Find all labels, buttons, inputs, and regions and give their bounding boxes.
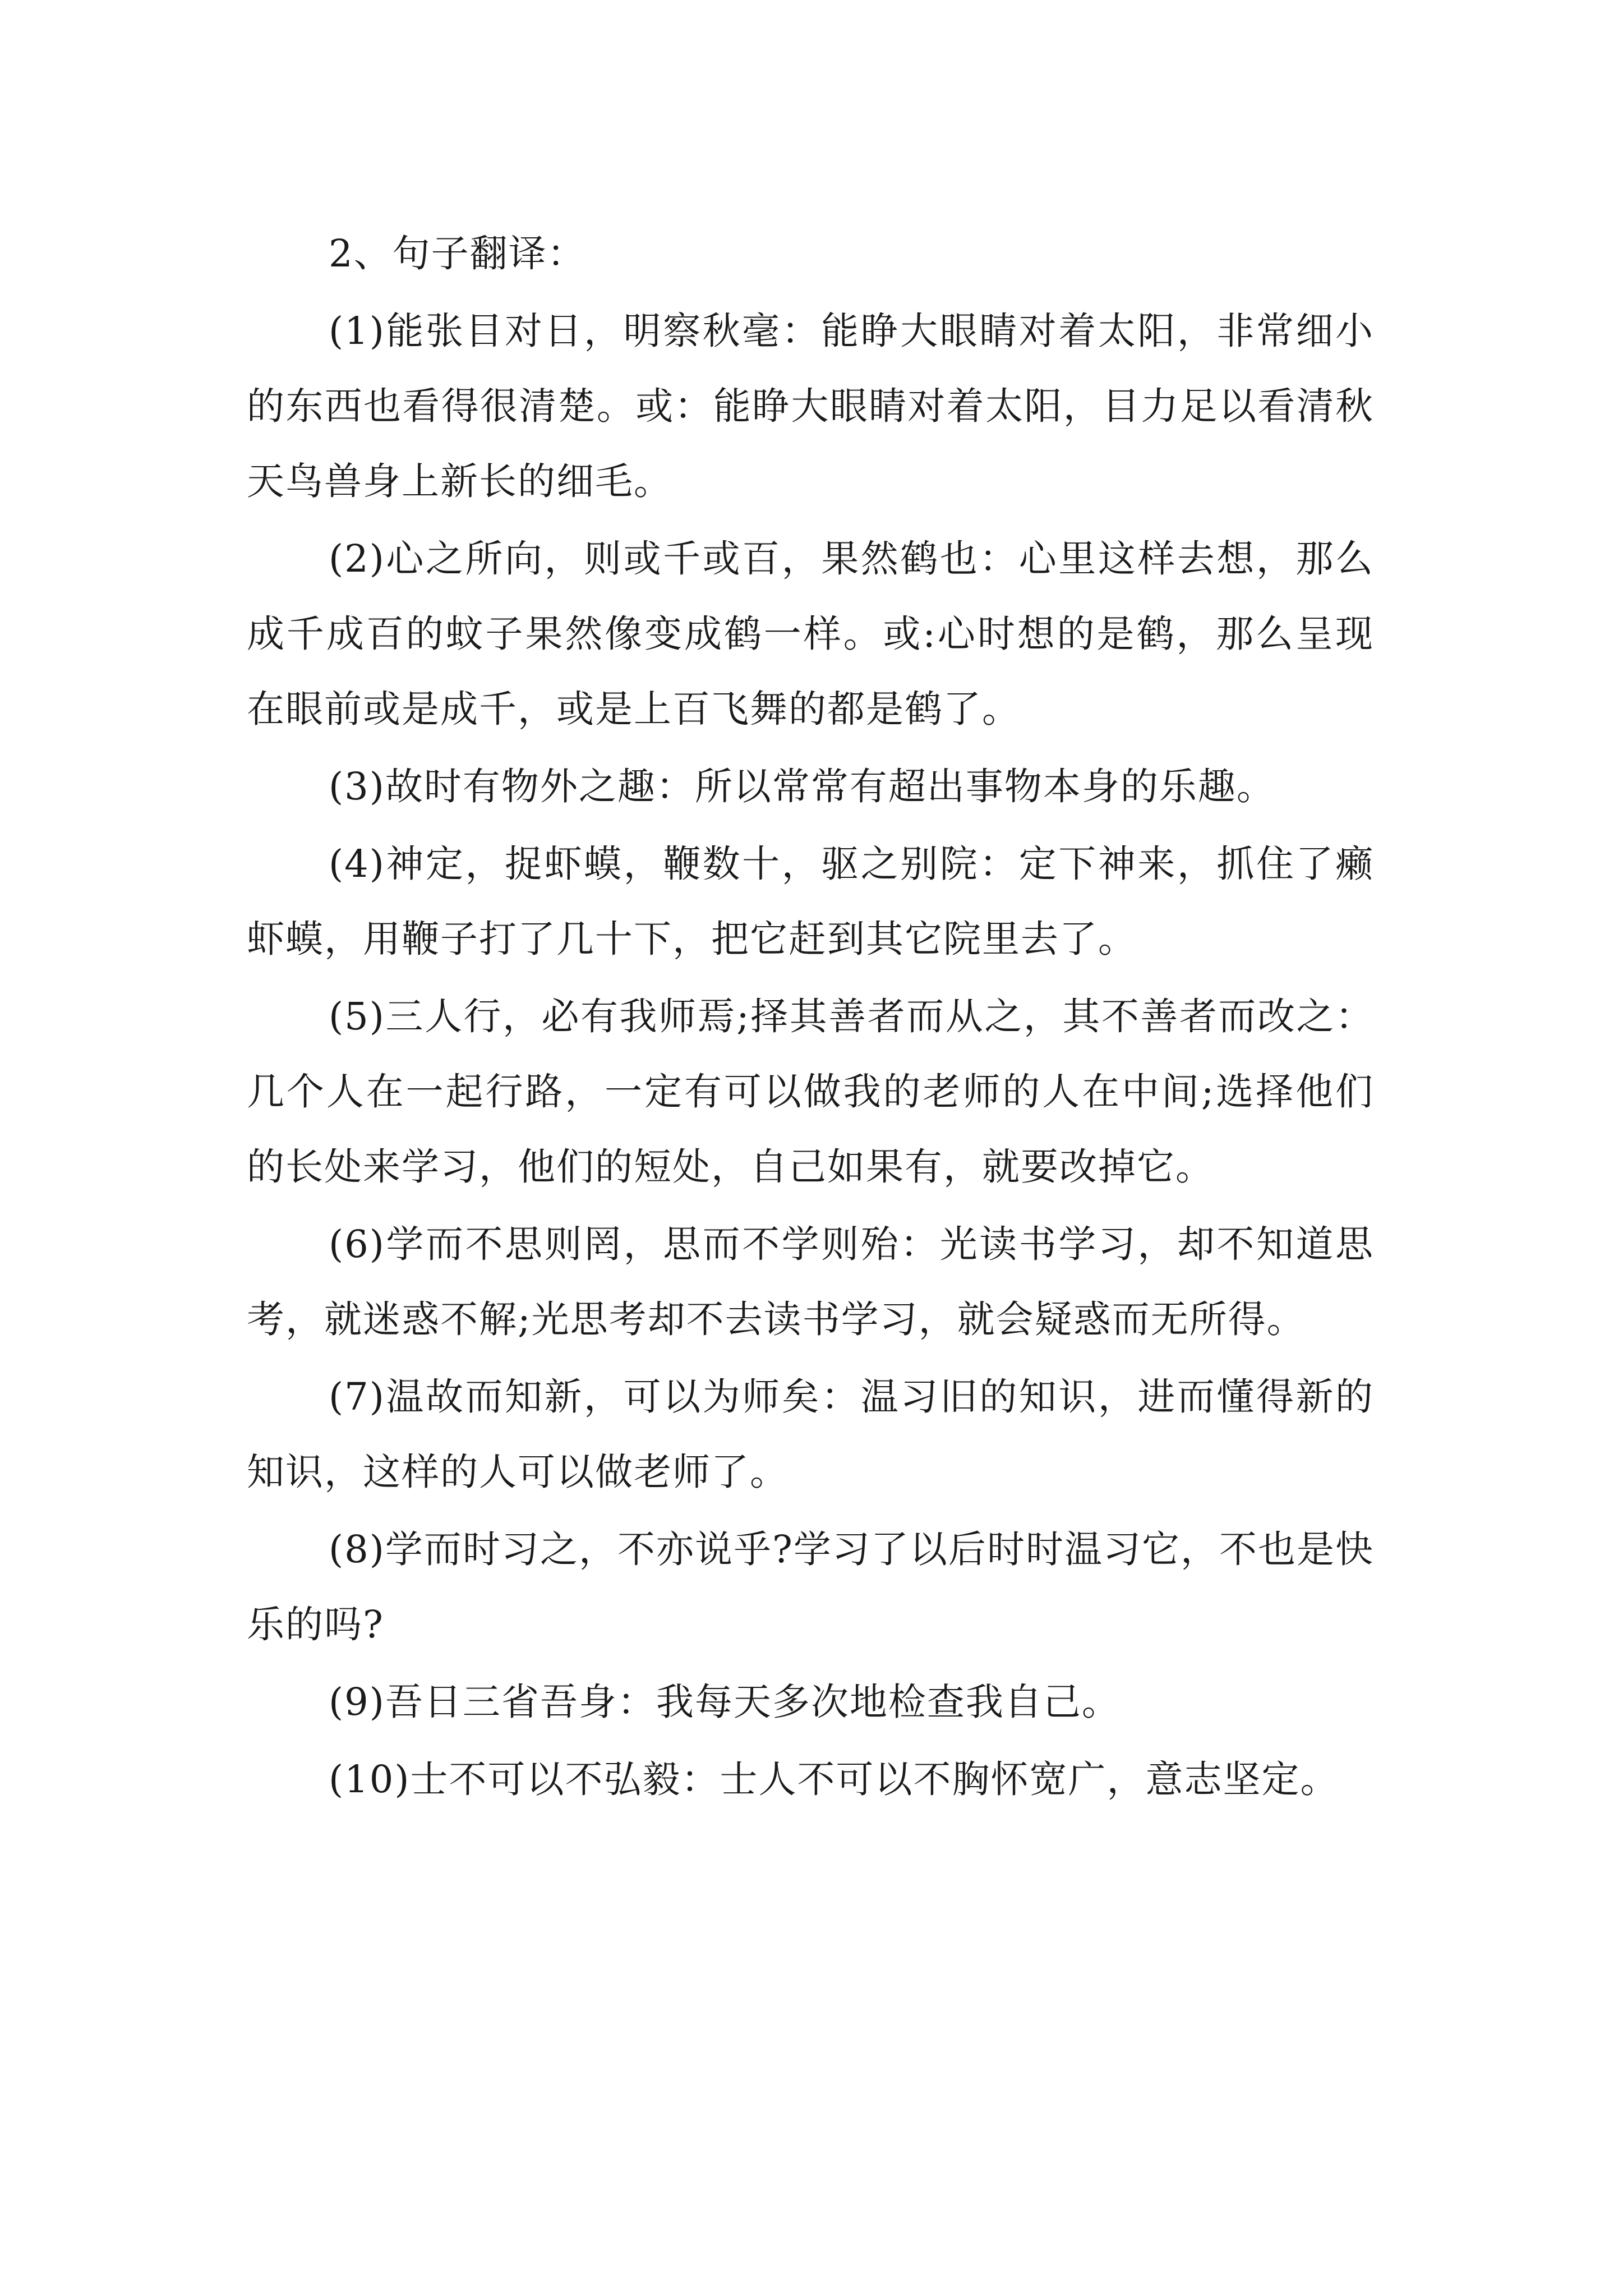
translation-item-6: (6)学而不思则罔，思而不学则殆：光读书学习，却不知道思考，就迷惑不解;光思考却不去读书学习，就会疑惑而无所得。 [247,1222,1374,1341]
translation-item-8: (8)学而时习之，不亦说乎?学习了以后时时温习它，不也是快乐的吗? [247,1527,1374,1646]
translation-item-2: (2)心之所向，则或千或百，果然鹤也：心里这样去想，那么成千成百的蚊子果然像变成鹤一样。或:心时想的是鹤，那么呈现在眼前或是成千，或是上百飞舞的都是鹤了。 [247,537,1374,731]
translation-item-5: (5)三人行，必有我师焉;择其善者而从之，其不善者而改之：几个人在一起行路，一定有可以做我的老师的人在中间;选择他们的长处来学习，他们的短处，自己如果有，就要改掉它。 [247,995,1374,1189]
translation-item-1: (1)能张目对日，明察秋毫：能睁大眼睛对着太阳，非常细小的东西也看得很清楚。或：能睁大眼睛对着太阳，目力足以看清秋天鸟兽身上新长的细毛。 [247,309,1374,503]
section-heading: 2、句子翻译： [329,232,586,275]
translation-item-10: (10)士不可以不弘毅：士人不可以不胸怀宽广，意志坚定。 [329,1757,1339,1801]
translation-item-4: (4)神定，捉虾蟆，鞭数十，驱之别院：定下神来，抓住了癞虾蟆，用鞭子打了几十下，把它赶到其它院里去了。 [247,842,1374,961]
translation-item-3: (3)故时有物外之趣：所以常常有超出事物本身的乐趣。 [329,765,1275,808]
translation-item-7: (7)温故而知新，可以为师矣：温习旧的知识，进而懂得新的知识，这样的人可以做老师了。 [247,1375,1374,1494]
translation-item-9: (9)吾日三省吾身：我每天多次地检查我自己。 [329,1680,1121,1724]
document-body [247,216,1374,1819]
